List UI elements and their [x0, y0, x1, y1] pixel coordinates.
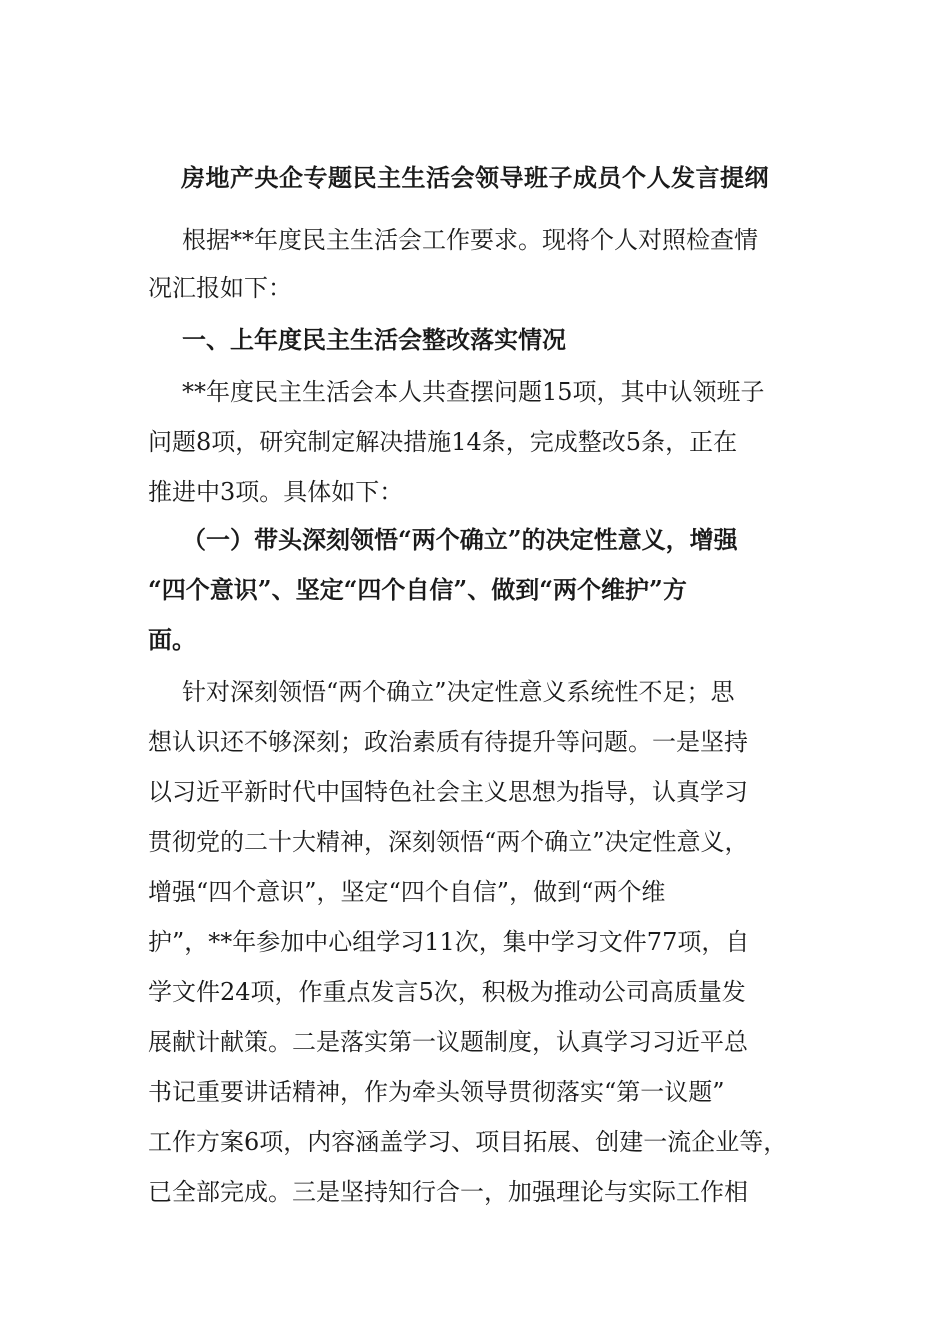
paragraph-line: 展献计献策。二是落实第一议题制度，认真学习习近平总: [148, 1028, 748, 1056]
document-title: 房地产央企专题民主生活会领导班子成员个人发言提纲: [181, 163, 769, 192]
paragraph-line: 问题8项，研究制定解决措施14条，完成整改5条，正在: [148, 428, 738, 456]
subsection-heading: （一）带头深刻领悟“两个确立”的决定性意义，增强: [182, 525, 738, 554]
subsection-heading: “四个意识”、坚定“四个自信”、做到“两个维护”方: [148, 575, 687, 604]
paragraph-line: 护”，**年参加中心组学习11次，集中学习文件77项，自: [148, 928, 750, 956]
section-heading: 一、上年度民主生活会整改落实情况: [182, 325, 566, 354]
paragraph-line: 书记重要讲话精神，作为牵头领导贯彻落实“第一议题”: [148, 1078, 725, 1106]
paragraph-line: 学文件24项，作重点发言5次，积极为推动公司高质量发: [148, 978, 746, 1006]
paragraph-line: 工作方案6项，内容涵盖学习、项目拓展、创建一流企业等，: [148, 1128, 788, 1156]
paragraph-line: 贯彻党的二十大精神，深刻领悟“两个确立”决定性意义，: [148, 828, 749, 856]
paragraph-line: 况汇报如下：: [148, 274, 292, 302]
paragraph-line: 根据**年度民主生活会工作要求。现将个人对照检查情: [182, 226, 758, 254]
paragraph-line: 增强“四个意识”，坚定“四个自信”，做到“两个维: [148, 878, 666, 906]
paragraph-line: 想认识还不够深刻；政治素质有待提升等问题。一是坚持: [148, 728, 748, 756]
subsection-heading: 面。: [148, 625, 196, 654]
paragraph-line: 以习近平新时代中国特色社会主义思想为指导，认真学习: [148, 778, 748, 806]
paragraph-line: 针对深刻领悟“两个确立”决定性意义系统性不足；思: [182, 678, 735, 706]
paragraph-line: 推进中3项。具体如下：: [148, 478, 404, 506]
paragraph-line: **年度民主生活会本人共查摆问题15项，其中认领班子: [182, 378, 765, 406]
paragraph-line: 已全部完成。三是坚持知行合一，加强理论与实际工作相: [148, 1178, 748, 1206]
